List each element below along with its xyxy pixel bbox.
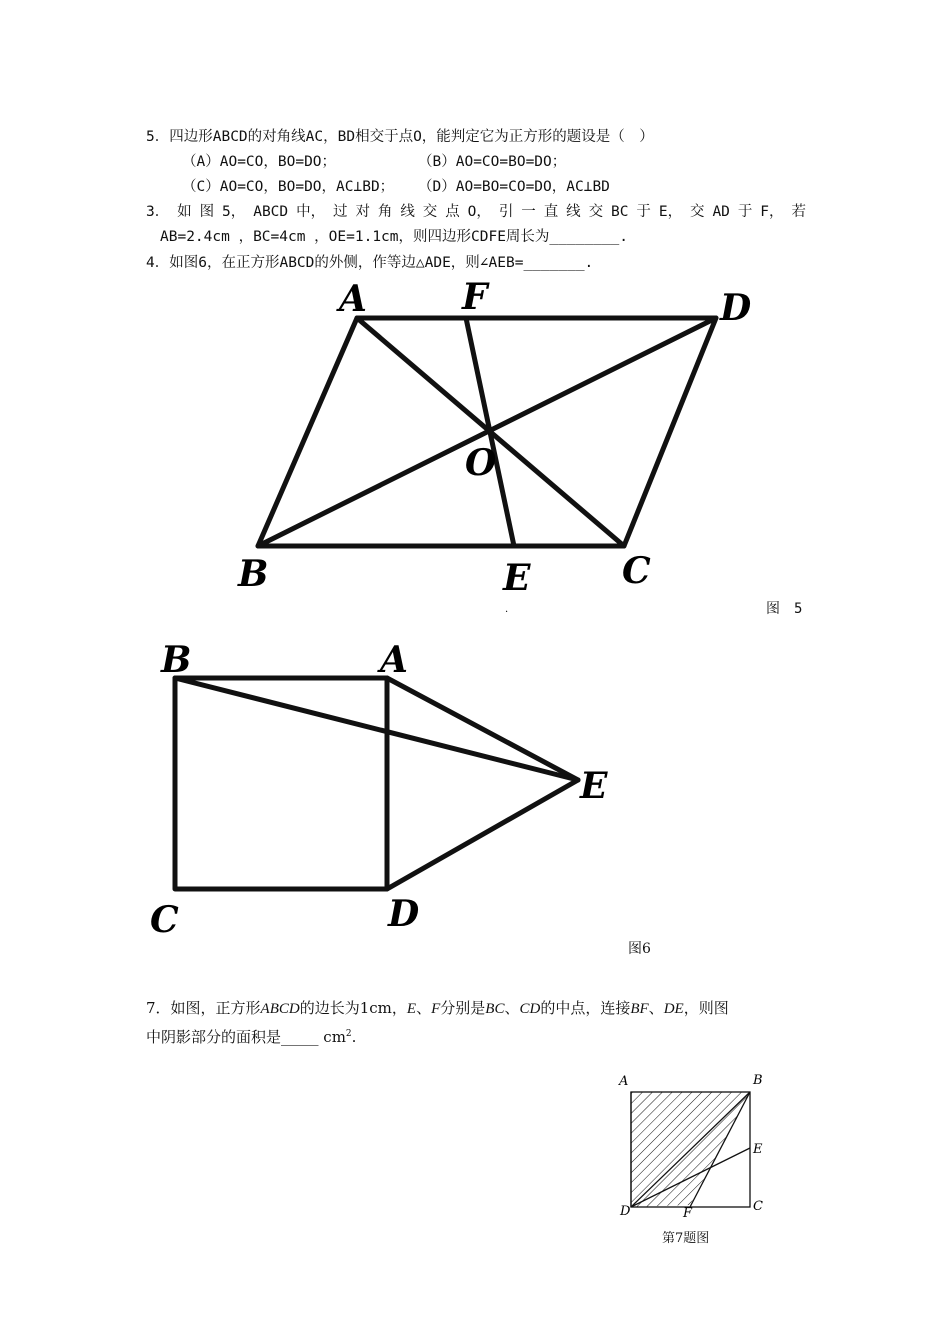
fig7-label-d: D	[620, 1204, 631, 1219]
q3-line-1-part: O，	[467, 204, 491, 220]
fig5-label-a: A	[339, 278, 367, 320]
fig7-label-a: A	[619, 1074, 629, 1089]
fig7-caption: 第7题图	[662, 1231, 710, 1246]
q3-line-1-part: ABCD	[253, 204, 289, 220]
q3-line-1-part: 交	[690, 204, 705, 220]
q3-line-1-part: F，	[760, 204, 784, 220]
q3-line-1-part: 如	[177, 204, 192, 220]
q3-line-1-part: 一	[521, 204, 536, 220]
q3-line-1-part: 图	[199, 204, 215, 220]
fig5-caption: 图 5	[766, 601, 803, 617]
q3-line-1-part: 5，	[222, 204, 246, 220]
q7-line-1: 7．如图，正方形ABCD的边长为1cm，E、F分别是BC、CD的中点，连接BF、DE，则图	[146, 999, 729, 1017]
q5-option-c: （C）AO=CO，BO=DO，AC⊥BD；	[182, 179, 395, 195]
fig6-label-d: D	[388, 893, 420, 935]
q3-line-1-part: E，	[658, 204, 683, 220]
q5-option-b: （B）AO=CO=BO=DO；	[418, 154, 567, 170]
q3-line-1-part: 引	[498, 204, 514, 220]
q3-line-1-part: 中，	[296, 204, 326, 220]
q3-line-2: AB=2.4cm ，BC=4cm ，OE=1.1cm，则四边形CDFE周长为________.	[160, 229, 628, 245]
q5-option-d: （D）AO=BO=CO=DO，AC⊥BD	[418, 179, 610, 195]
fig7-label-e: E	[753, 1142, 763, 1157]
figure-6	[0, 630, 950, 950]
q3-line-1-part: 交	[588, 204, 604, 220]
q5-stem: 5．四边形ABCD的对角线AC，BD相交于点O，能判定它为正方形的题设是（ ）	[146, 129, 654, 145]
fig5-label-c: C	[622, 550, 651, 592]
q3-line-1-part: 对	[355, 204, 370, 220]
segment-ae	[387, 678, 578, 780]
q3-line-1-part: 若	[791, 204, 806, 220]
q3-line-1-part: 线	[400, 204, 415, 220]
q3-line-1-part: 于	[737, 204, 753, 220]
figure-5	[0, 0, 950, 620]
q3-line-1-part: 交	[422, 204, 438, 220]
fig7-label-b: B	[753, 1073, 763, 1088]
q5-option-a: （A）AO=CO，BO=DO；	[182, 154, 337, 170]
fig5-dot: .	[505, 604, 509, 615]
segment-be	[175, 678, 578, 780]
fig6-caption: 图6	[628, 941, 651, 957]
q3-line-1-part: 过	[333, 204, 348, 220]
figure-7	[600, 1065, 800, 1225]
fig7-label-c: C	[753, 1199, 763, 1214]
fig5-label-e: E	[503, 557, 531, 599]
fig6-label-c: C	[150, 899, 179, 941]
q7-line-2: 中阴影部分的面积是_____ $cm^2$.	[146, 1028, 357, 1046]
fig5-label-b: B	[238, 553, 269, 595]
fig6-label-b: B	[161, 639, 192, 681]
diagonal-bd	[258, 318, 716, 546]
q3-line-1-part: AD	[712, 204, 730, 220]
fig7-label-f: F	[683, 1206, 693, 1221]
square-abcd	[175, 678, 387, 889]
q3-line-1-part: 点	[445, 204, 460, 220]
q4-stem: 4．如图6，在正方形ABCD的外侧，作等边△ADE，则∠AEB=_______.	[146, 255, 594, 271]
fig6-label-e: E	[580, 765, 608, 807]
q3-line-1-part: 角	[377, 204, 393, 220]
q3-line-1-part: 直	[543, 204, 559, 220]
q3-line-1-part: BC	[611, 204, 629, 220]
fig5-label-o: O	[465, 442, 497, 484]
q3-line-1-part: 线	[566, 204, 581, 220]
q3-line-1-part: 于	[636, 204, 651, 220]
segment-fe	[466, 318, 514, 546]
q3-line-1-part: 3．	[146, 204, 170, 220]
fig5-label-d: D	[720, 287, 752, 329]
fig5-label-f: F	[462, 276, 488, 318]
fig6-label-a: A	[380, 639, 408, 681]
segment-de	[387, 780, 578, 889]
